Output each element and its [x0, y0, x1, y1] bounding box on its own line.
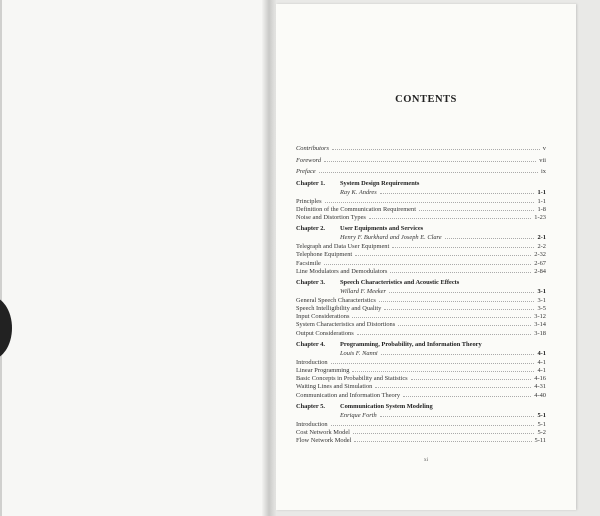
page-number: xi	[423, 457, 429, 463]
section-entry	[296, 436, 546, 444]
chapter-entry	[296, 341, 546, 399]
chapter-title: Speech Characteristics and Acoustic Effects	[340, 278, 460, 286]
chapter-number: Chapter 3.	[296, 278, 325, 286]
chapter-page-number: 5-1	[537, 411, 546, 419]
entry-label: Preface	[296, 168, 316, 176]
chapter-author-row	[296, 349, 546, 358]
chapter-page-number: 1-1	[537, 188, 546, 196]
entry-page-number: 3-1	[537, 296, 546, 304]
entry-page-number: 3-18	[534, 329, 546, 337]
dot-leader	[325, 197, 535, 203]
entry-page-number: 5-2	[537, 428, 546, 436]
dot-leader	[331, 358, 535, 364]
entry-label: Definition of the Communication Requirement	[296, 205, 416, 213]
entry-page-number: 1-8	[537, 205, 546, 213]
dot-leader	[357, 329, 532, 335]
entry-page-number: 2-32	[534, 251, 546, 259]
entry-page-number: 3-12	[534, 313, 546, 321]
section-entry	[296, 391, 546, 399]
chapter-author: Ray K. Andres	[340, 188, 377, 196]
dot-leader	[319, 167, 538, 173]
entry-page-number: 3-14	[534, 321, 546, 329]
dot-leader	[398, 320, 531, 326]
dot-leader	[324, 156, 536, 162]
section-entry	[296, 296, 546, 304]
section-entry	[296, 259, 546, 267]
section-entry	[296, 374, 546, 382]
chapter-author: Louis F. Nanni	[340, 349, 378, 357]
entry-label: Linear Programming	[296, 367, 350, 374]
dot-leader	[419, 205, 534, 211]
front-matter-entry	[296, 156, 546, 164]
chapter-heading	[296, 180, 546, 188]
dot-leader	[375, 382, 531, 388]
chapter-author: Henry F. Burkhard and Joseph E. Clare	[340, 234, 442, 242]
dot-leader	[369, 213, 531, 219]
chapter-author: Enrique Forth	[340, 411, 377, 419]
chapter-title: Programming, Probability, and Information Theory	[340, 340, 482, 348]
entry-page-number: 4-1	[537, 358, 546, 366]
section-entry	[296, 382, 546, 390]
chapter-author: Willard F. Meeker	[340, 287, 386, 295]
dot-leader	[403, 391, 531, 397]
entry-page-number: 2-2	[537, 243, 546, 251]
dot-leader	[379, 296, 535, 302]
book-binding-gutter	[262, 0, 276, 516]
dot-leader	[384, 304, 534, 310]
chapter-author-row	[296, 233, 546, 242]
section-entry	[296, 213, 546, 221]
chapter-title: Communication System Modeling	[340, 402, 433, 410]
dot-leader	[389, 287, 535, 293]
section-entry	[296, 242, 546, 250]
chapter-entry	[296, 279, 546, 337]
entry-page-number: 4-16	[534, 375, 546, 383]
dot-leader	[352, 366, 534, 372]
section-entry	[296, 267, 546, 275]
dot-leader	[411, 374, 532, 380]
entry-page-number: 4-1	[537, 367, 546, 374]
dot-leader	[390, 267, 531, 273]
front-matter-entry	[296, 144, 546, 152]
chapter-heading	[296, 403, 546, 411]
chapter-entry	[296, 180, 546, 222]
entry-label: Contributors	[296, 145, 330, 152]
chapter-author-row	[296, 188, 546, 197]
chapter-number: Chapter 2.	[296, 225, 325, 233]
chapter-entry	[296, 403, 546, 445]
entry-page-number: v	[542, 145, 546, 152]
entry-label: Cost Network Model	[296, 428, 350, 436]
entry-label: Basic Concepts in Probability and Statistics	[296, 375, 408, 383]
chapter-heading	[296, 225, 546, 233]
entry-page-number: 4-40	[534, 391, 546, 399]
entry-page-number: vii	[539, 156, 546, 164]
entry-page-number: 2-84	[534, 267, 546, 275]
dot-leader	[445, 233, 535, 239]
chapter-number: Chapter 5.	[296, 402, 325, 410]
section-entry	[296, 366, 546, 374]
dot-leader	[355, 250, 531, 256]
entry-label: Line Modulators and Demodulators	[296, 267, 388, 275]
dot-leader	[392, 242, 534, 248]
entry-label: Principles	[296, 197, 322, 205]
entry-label: Facsimile	[296, 259, 321, 267]
section-entry	[296, 358, 546, 366]
section-entry	[296, 329, 546, 337]
section-entry	[296, 420, 546, 428]
left-page-edge	[0, 0, 2, 516]
entry-page-number: 1-1	[537, 197, 546, 205]
chapter-number: Chapter 4.	[296, 340, 325, 348]
entry-label: Telephone Equipment	[296, 251, 353, 259]
entry-label: System Characteristics and Distortions	[296, 321, 396, 329]
dot-leader	[380, 188, 535, 194]
entry-page-number: 1-23	[534, 213, 546, 221]
entry-label: Waiting Lines and Simulation	[296, 383, 373, 391]
entry-page-number: 5-1	[537, 420, 546, 428]
section-entry	[296, 197, 546, 205]
dot-leader	[380, 411, 535, 417]
section-entry	[296, 205, 546, 213]
dot-leader	[324, 259, 531, 265]
dot-leader	[381, 349, 535, 355]
dot-leader	[354, 436, 531, 442]
chapter-title: User Equipments and Services	[340, 225, 424, 233]
entry-page-number: 2-67	[534, 259, 546, 267]
chapter-page-number: 2-1	[537, 234, 546, 242]
section-entry	[296, 304, 546, 312]
chapter-page-number: 3-1	[537, 287, 546, 295]
chapter-list	[296, 180, 546, 445]
entry-page-number: 4-31	[534, 383, 546, 391]
chapter-page-number: 4-1	[537, 349, 546, 357]
front-matter-entry	[296, 167, 546, 175]
entry-label: Noise and Distortion Types	[296, 213, 366, 221]
chapter-author-row	[296, 411, 546, 420]
dot-leader	[352, 312, 531, 318]
entry-page-number: 3-5	[537, 305, 546, 313]
chapter-heading	[296, 341, 546, 349]
entry-label: Input Considerations	[296, 313, 350, 321]
entry-label: Speech Intelligibility and Quality	[296, 305, 382, 313]
chapter-number: Chapter 1.	[296, 179, 325, 187]
entry-label: Flow Network Model	[296, 437, 352, 445]
entry-label: General Speech Characteristics	[296, 296, 376, 304]
chapter-heading	[296, 279, 546, 287]
dot-leader	[331, 420, 535, 426]
section-entry	[296, 428, 546, 436]
section-entry	[296, 312, 546, 320]
front-matter-list	[296, 144, 546, 176]
contents-page	[276, 4, 576, 510]
entry-label: Communication and Information Theory	[296, 391, 401, 399]
section-entry	[296, 250, 546, 258]
chapter-author-row	[296, 287, 546, 296]
dot-leader	[353, 428, 535, 434]
entry-label: Introduction	[296, 358, 328, 366]
chapter-title: System Design Requirements	[340, 179, 420, 187]
entry-page-number: 5-11	[534, 437, 546, 445]
entry-label: Introduction	[296, 420, 328, 428]
dot-leader	[332, 144, 540, 150]
chapter-entry	[296, 225, 546, 275]
table-of-contents	[296, 144, 546, 444]
entry-label: Output Considerations	[296, 329, 354, 337]
entry-page-number: ix	[541, 168, 546, 176]
left-blank-page	[0, 0, 268, 516]
entry-label: Foreword	[296, 156, 322, 164]
section-entry	[296, 320, 546, 328]
entry-label: Telegraph and Data User Equipment	[296, 243, 390, 251]
page-title: CONTENTS	[395, 94, 457, 105]
